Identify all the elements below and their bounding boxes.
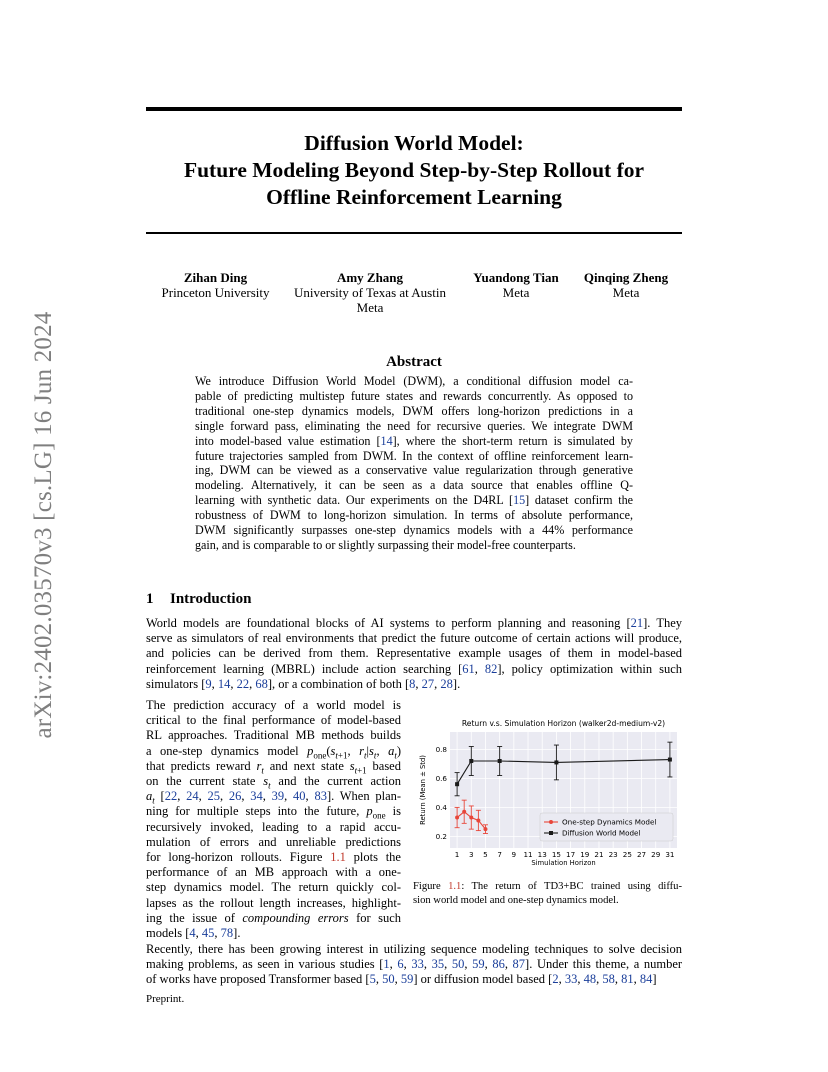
abstract-line: ing, DWM can be viewed as a conservative value regularization through generative [195,463,633,478]
author-1 [158,270,273,300]
data-point [668,758,672,762]
wrap-line: $a_t$ [22, 24, 25, 26, 34, 39, 40, 83]. When plan- [146,789,402,806]
y-tick-label: 0.2 [435,831,447,841]
arxiv-stamp: arXiv:2402.03570v3 [cs.LG] 16 Jun 2024 [30,311,57,739]
intro-line: World models are foundational blocks of AI systems to perform planning and reasoning [21]. They [146,616,682,630]
abstract-line: robustness of DWM to long-horizon simulation. In terms of absolute performance, [195,508,633,523]
intro-line: and policies can be derived from them. Representative example usages of them in model-based [146,646,682,661]
abstract-line: DWM significantly surpasses one-step dynamics models with a 44% performance [195,523,633,538]
intro-paragraph [146,616,682,692]
data-point [483,827,487,831]
return-chart [412,718,682,878]
title-line-1: Diffusion World Model: [304,131,524,155]
wrap-line: ning for multiple steps into the future, $p_{one}$ is [146,804,401,821]
author-3 [468,270,564,300]
title-rule-bottom [146,232,682,234]
abstract-line: gain, and is comparable to or slightly surpassing their model-free counterparts. [195,537,576,552]
figure-1-1 [412,718,682,878]
section-number: 1 [146,591,154,607]
wrap-line: lapses as the rollout length increases, highlight- [146,895,401,910]
abstract-line: future trajectories sampled from DWM. In the context of offline reinforcement learn- [195,448,633,463]
intro-line: serve as simulators of real environments that predict the future outcome of certain actions will produce, [146,631,682,646]
figure-caption [413,880,682,907]
legend-label: One-step Dynamics Model [562,817,657,827]
author-4 [578,270,674,300]
bottom-line: of works have proposed Transformer based [5, 50, 59] or diffusion model based [2, 33, 48, 58, 81, 84] [146,972,657,987]
author-affiliation: Meta [356,300,384,315]
abstract-line: learning with synthetic data. Our experiments on the D4RL [15] dataset confirm the [195,493,633,508]
x-tick-label: 17 [566,850,576,859]
caption-line: Figure 1.1: The return of TD3+BC trained using diffu- [413,881,683,892]
legend-marker [549,831,553,835]
title-line-3: Offline Reinforcement Learning [266,185,562,209]
y-tick-label: 0.4 [435,802,447,812]
abstract-heading: Abstract [386,354,442,370]
wrap-line: models [4, 45, 78]. [146,926,241,941]
abstract-line: pable of predicting multistep future states and rewards concurrently. As opposed to [195,388,633,403]
chart-title: Return v.s. Simulation Horizon (walker2d-medium-v2) [461,719,666,728]
bottom-line: Recently, there has been growing interest in utilizing sequence modeling techniques to solve decision [146,942,682,956]
data-point [554,760,558,764]
x-tick-label: 27 [636,850,647,859]
wrap-line: RL approaches. Traditional MB methods builds [146,728,401,743]
author-affiliation: Meta [502,285,530,300]
author-name: Qinqing Zheng [583,270,669,285]
author-affiliation: Meta [612,285,640,300]
x-tick-label: 19 [580,850,590,859]
intro-line: simulators [9, 14, 22, 68], or a combination of both [8, 27, 28]. [146,676,461,691]
y-tick-label: 0.6 [435,773,447,783]
intro-line: reinforcement learning (MBRL) include action searching [61, 82], policy optimization within such [146,661,682,676]
wrap-line: a one-step dynamics model $p_{one}(s_{t+1}$, $r_t|s_t$, $a_t$) [146,743,402,761]
title-rule-top [146,107,682,111]
title-line-2: Future Modeling Beyond Step-by-Step Rollout for [183,158,645,182]
wrap-line: ing the issue of compounding errors for such [146,910,401,925]
author-affiliation: Princeton University [161,285,270,300]
paper-title [146,130,682,211]
author-name: Zihan Ding [183,270,248,285]
wrap-line: critical to the final performance of model-based [146,713,401,728]
wrap-line: mulation of errors and unreliable predictions [146,834,401,849]
x-tick-label: 25 [622,850,632,859]
x-tick-label: 5 [483,850,488,859]
data-point [498,759,502,763]
y-tick-label: 0.8 [435,744,447,754]
data-point [476,818,480,822]
wrap-line: for long-horizon rollouts. Figure 1.1 plots the [146,850,401,865]
caption-line: sion world model and one-step dynamics model. [413,894,619,906]
wrap-line: on the current state $s_t$ and the current action [146,774,401,791]
abstract-line: We introduce Diffusion World Model (DWM), a conditional diffusion model ca- [195,374,633,388]
x-tick-label: 9 [511,850,517,859]
data-point [455,816,459,820]
section-title: Introduction [170,591,252,607]
x-tick-label: 29 [651,850,661,859]
author-2 [290,270,450,315]
data-point [462,810,466,814]
x-tick-label: 3 [468,850,474,859]
abstract-body [195,374,633,553]
x-axis-label: Simulation Horizon [531,859,596,867]
x-tick-label: 13 [537,850,547,859]
wrap-line: recursively invoked, leading to a rapid accu- [146,819,401,834]
wrap-line: that predicts reward $r_t$ and next state $s_{t+1}$ based [146,758,401,776]
wrapped-paragraph [146,698,401,941]
x-tick-label: 21 [594,850,604,859]
abstract-line: modeling. Alternatively, it can be seen as a data source that enables offline Q- [195,478,633,493]
x-tick-label: 7 [497,850,502,859]
section-heading [146,591,251,608]
legend-marker [549,820,553,824]
data-point [469,816,473,820]
author-affiliation: University of Texas at Austin [294,285,446,300]
footer-preprint: Preprint. [146,993,185,1005]
x-tick-label: 11 [523,850,533,859]
abstract-line: single forward pass, eliminating the need for recursive queries. We integrate DWM [195,418,633,433]
wrap-line: performance of an MB approach with a one- [146,865,401,880]
wrap-line: The prediction accuracy of a world model is [146,698,401,712]
x-tick-label: 31 [665,850,675,859]
wrap-line: step dynamics model. The return quickly col- [146,880,401,895]
bottom-paragraph [146,942,682,988]
x-tick-label: 15 [551,850,561,859]
author-name: Amy Zhang [336,270,404,285]
y-axis-label: Return (Mean ± Std) [419,755,427,825]
abstract-line: traditional one-step dynamics models, DWM offers long-horizon predictions in a [195,403,633,418]
data-point [455,782,459,786]
data-point [469,759,473,763]
x-tick-label: 23 [608,850,618,859]
x-tick-label: 1 [454,850,460,859]
abstract-line: into model-based value estimation [14], where the short-term return is simulated by [195,433,633,448]
author-name: Yuandong Tian [473,270,559,285]
legend-label: Diffusion World Model [562,828,641,838]
bottom-line: making problems, as seen in various studies [1, 6, 33, 35, 50, 59, 86, 87]. Under this theme, a number [146,957,683,972]
